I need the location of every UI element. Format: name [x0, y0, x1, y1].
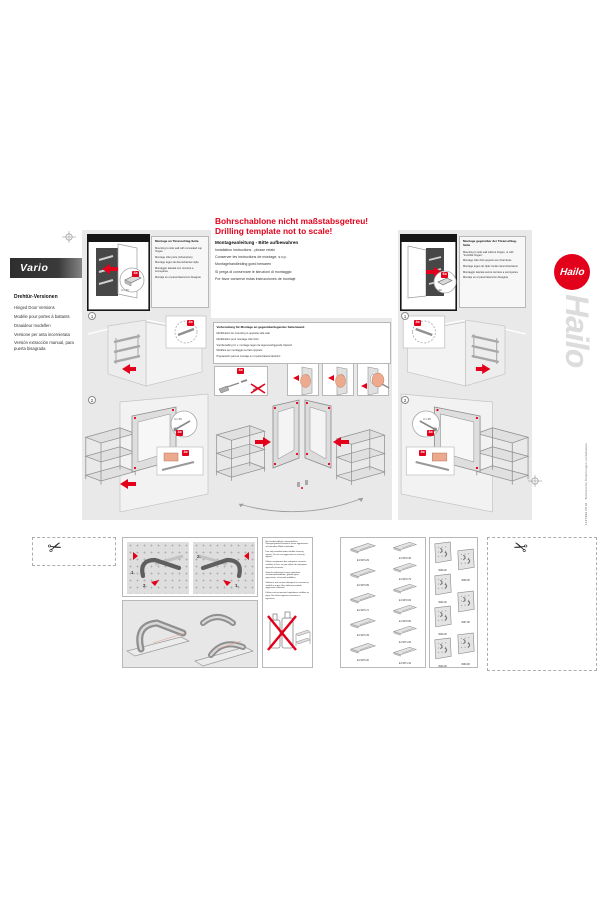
plug-press-inset	[322, 363, 354, 396]
mount-left-instructions	[151, 236, 209, 308]
step-1-marker: 1	[401, 312, 409, 320]
part-number: E1 9070-39	[399, 557, 411, 560]
qty-badge: 4x	[133, 271, 138, 275]
mount-right-instructions	[459, 236, 526, 308]
part-sketch-icon	[345, 641, 381, 654]
part-sketch-icon	[389, 540, 421, 552]
hook-mount-icon	[127, 542, 189, 594]
version-item: Modèle pour portes à battants	[14, 313, 70, 319]
part-number: E1 9070-71	[357, 609, 369, 612]
part-sketch-icon	[433, 569, 453, 596]
version-item: Versione per anta incernierata	[14, 331, 70, 337]
versions-list	[14, 294, 86, 355]
part-sketch-icon	[345, 616, 381, 629]
part-item	[432, 569, 453, 604]
peg-step-label: 2.	[197, 554, 201, 559]
opposite-side-mounting-diagram	[400, 234, 457, 311]
qty-badge: 4x	[238, 368, 243, 372]
part-number: E1 9070-09	[399, 599, 411, 602]
screw-size-label: 4 x 40	[121, 288, 129, 292]
part-sketch-icon	[389, 624, 421, 636]
keep-line: Montagehandleiding goed bewaren	[215, 262, 272, 267]
cleaning-line: Utilizzare solo comuni detergenti in commercio, solubili in acqua. Non utilizzare prodotti aggressivi o abrasivi.	[265, 581, 310, 590]
scissors-icon: ✂	[45, 536, 65, 559]
notice-line-de: Bohrschablone nicht maßstabsgetreu!	[215, 216, 369, 226]
keep-line: Si prega di conservare le istruzioni di montaggio	[215, 269, 292, 274]
crossed-out-icon	[251, 384, 265, 393]
mount-right-title: Montage gegenüber der Türanschlag-Seite	[463, 239, 517, 247]
plug-press-inset	[357, 363, 389, 396]
cleaning-line: Gebruik uitsluitend in water oplosbare schoonmaakmiddelen, gebruik geen agressieve, schurende middelen.	[265, 571, 301, 579]
hinge-side-mounting-diagram	[87, 234, 150, 311]
part-number: E1 9070-49	[357, 634, 369, 637]
part-sketch-icon	[389, 645, 421, 657]
qty-badge: 4x	[420, 450, 425, 454]
part-number: 3907-08	[461, 621, 470, 624]
qty-badge: 4x	[177, 430, 182, 434]
pegboard-half	[193, 542, 255, 594]
scissors-icon: ✂	[510, 536, 530, 559]
mount-left-line: Montage tegen de deurscharnier-zijde	[155, 261, 199, 265]
clip-detail-box	[122, 600, 258, 668]
keep-instructions-title: Montageanleitung - Bitte aufbewahren	[215, 239, 299, 245]
part-item	[343, 641, 383, 662]
cleaning-line: Utilizar exclusivamente limpiadores solubles en agua. No utilizar agentes corrosivos o agresivos.	[265, 592, 310, 600]
step2-mounting-diagram	[82, 392, 211, 518]
part-item	[432, 633, 453, 668]
peg-step-label: 1.	[131, 570, 135, 575]
hand-tool-icon	[358, 364, 390, 397]
part-sketch-icon	[389, 582, 421, 594]
cleaning-warning-box	[262, 537, 313, 668]
part-item	[385, 539, 425, 560]
hailo-watermark: Hailo	[559, 294, 595, 368]
part-sketch-icon	[345, 566, 381, 579]
no-aggressive-cleaners-icon	[266, 604, 311, 654]
peg-step-label: 2.	[143, 583, 147, 588]
part-item	[455, 628, 476, 666]
cut-line-area	[487, 537, 597, 671]
part-number: 3906-08	[461, 579, 470, 582]
part-item	[455, 544, 476, 582]
part-sketch-icon	[389, 603, 421, 615]
prep-line: Modifica per montaggio sul lato opposto	[216, 349, 263, 353]
parts-list-box	[340, 537, 426, 668]
part-number: 3902-00	[438, 601, 447, 604]
qty-badge: 4x	[183, 450, 188, 454]
version-item: Versión extracción manual, para puerta bisagrada	[14, 340, 74, 351]
red-arrow	[255, 437, 271, 447]
part-item	[343, 616, 383, 637]
prep-line: Modification for mounting to opposite side wall	[216, 332, 270, 336]
part-sketch-icon	[433, 601, 453, 628]
keep-line: Installation instructions - please retain	[215, 248, 276, 252]
screw-size-label: 4 x 40	[434, 288, 442, 292]
part-sketch-icon	[433, 540, 453, 564]
part-number: E1 9070-40	[357, 659, 369, 662]
version-item: Draaideur modellen	[14, 322, 51, 328]
part-sketch-icon	[456, 586, 476, 616]
part-number: 3909-08	[461, 663, 470, 666]
part-number: E1 9071-19	[399, 662, 411, 665]
plug-press-inset	[287, 363, 319, 396]
prep-line: Preparación para el montaje en el panel lateral derecho	[216, 354, 281, 358]
panel-swap-diagram	[211, 396, 392, 520]
hook-mount-icon	[193, 542, 255, 594]
qty-badge: 6x	[442, 272, 447, 276]
cut-line-area	[32, 537, 116, 566]
cleaning-line: Nur handelsübliche, wasserlösliche Reinigungsmittel benutzen, keine aggressiven, scheuernden Mittel verwenden.	[265, 540, 309, 548]
mount-left-title: Montage an Türanschlag-Seite	[155, 239, 199, 243]
mount-left-line: Mounting to side wall with concealed cup hinges	[155, 246, 203, 253]
part-item	[432, 540, 453, 572]
mount-left-line: Montage côté porte (Charnières)	[155, 255, 193, 259]
prep-instructions-box	[213, 322, 391, 364]
prep-line: Modification pour montage côté droit	[216, 337, 259, 341]
versions-title: Drehtür-Versionen	[14, 294, 58, 300]
cleaning-line: Utiliser uniquement des nettoyants courants solubles à l'eau, ne pas utiliser de nettoyants agressifs récurants.	[265, 561, 307, 569]
mount-right-line: Montaje en el panel lateral sin bisagras	[463, 276, 508, 280]
mount-right-line: Montage tegen de zijde zonder deurscharnieren	[463, 264, 519, 268]
part-sketch-icon	[345, 541, 381, 554]
part-sketch-icon	[456, 628, 476, 658]
hand-press-icon	[288, 364, 320, 397]
prep-title: Vorbereitung für Montage an gegenüberliegender Seitenwand	[216, 324, 305, 329]
cleaning-line: Use only standard water-soluble cleaning agents. Do not use aggressive or scouring agents!	[265, 550, 305, 559]
part-number: 3904-00	[438, 665, 447, 668]
prep-line: Voorbereiding t.b.v. montage tegen de tegenoverliggende zijwand	[216, 343, 292, 347]
part-item	[432, 601, 453, 636]
qty-badge: 4x	[415, 320, 420, 324]
qty-badge: 4x	[188, 320, 193, 324]
part-sketch-icon	[345, 591, 381, 604]
clip-detail-icon	[123, 601, 257, 667]
mount-right-line: Montaggio laterale senza cerniere a scomparsa	[463, 270, 518, 274]
version-item: Hinged Door Versions	[14, 305, 55, 310]
notice-line-en: Drilling template not to scale!	[215, 225, 333, 236]
screw-size-label: 4 x 45	[423, 417, 431, 421]
mount-left-line: Montaje en el panel lateral con bisagras	[155, 275, 201, 279]
mount-right-line: Montage côté droit opposé aux charnières	[463, 259, 512, 263]
hailo-logo	[554, 254, 590, 290]
part-number: E1 9070-89	[357, 584, 369, 587]
part-number: E1 9071-09	[399, 641, 411, 644]
part-number: E1 9070-29	[357, 559, 369, 562]
swap-arc-arrow	[239, 498, 363, 512]
part-number: E1 9070-99	[399, 620, 411, 623]
pegboard-hook-box	[122, 537, 258, 597]
mount-right-line: Mounting to side wall without hinges, or with "Invisible hinges"	[463, 250, 514, 257]
part-sketch-icon	[456, 544, 476, 574]
step-2-marker: 2	[401, 396, 409, 404]
registration-mark-icon	[528, 475, 542, 487]
keep-line: Por favor conserve estas instrucciones de montaje	[215, 276, 296, 281]
part-sketch-icon	[433, 633, 453, 660]
product-name: Vario	[20, 262, 49, 274]
part-sketch-icon	[389, 561, 421, 573]
panel-parts-box	[429, 537, 478, 668]
part-number: E1 9070-79	[399, 578, 411, 581]
screw-size-label: 4 x 45	[174, 417, 182, 421]
registration-mark-icon	[62, 231, 76, 243]
hailo-logo-text: Hailo	[559, 266, 585, 278]
part-item	[343, 541, 383, 562]
qty-badge: 4x	[428, 430, 433, 434]
mount-left-line: Montaggio laterale con cerniere a scomparsa	[155, 266, 194, 274]
pegboard-half	[127, 542, 189, 594]
imprint-text: 1127999 08 M · Technische Änderungen vorbehalten	[584, 442, 588, 525]
part-item	[343, 566, 383, 587]
step-2-marker: 2	[88, 396, 96, 404]
scale-notice	[215, 217, 397, 281]
step-1-marker: 1	[88, 312, 96, 320]
hand-press-icon	[323, 364, 355, 397]
peg-step-label: 1.	[235, 583, 239, 588]
part-number: 3906-00	[438, 569, 447, 572]
keep-line: Conserver les instructions de montage, s.v.p.	[215, 255, 287, 260]
part-number: 3903-00	[438, 633, 447, 636]
part-item	[343, 591, 383, 612]
part-item	[455, 586, 476, 624]
